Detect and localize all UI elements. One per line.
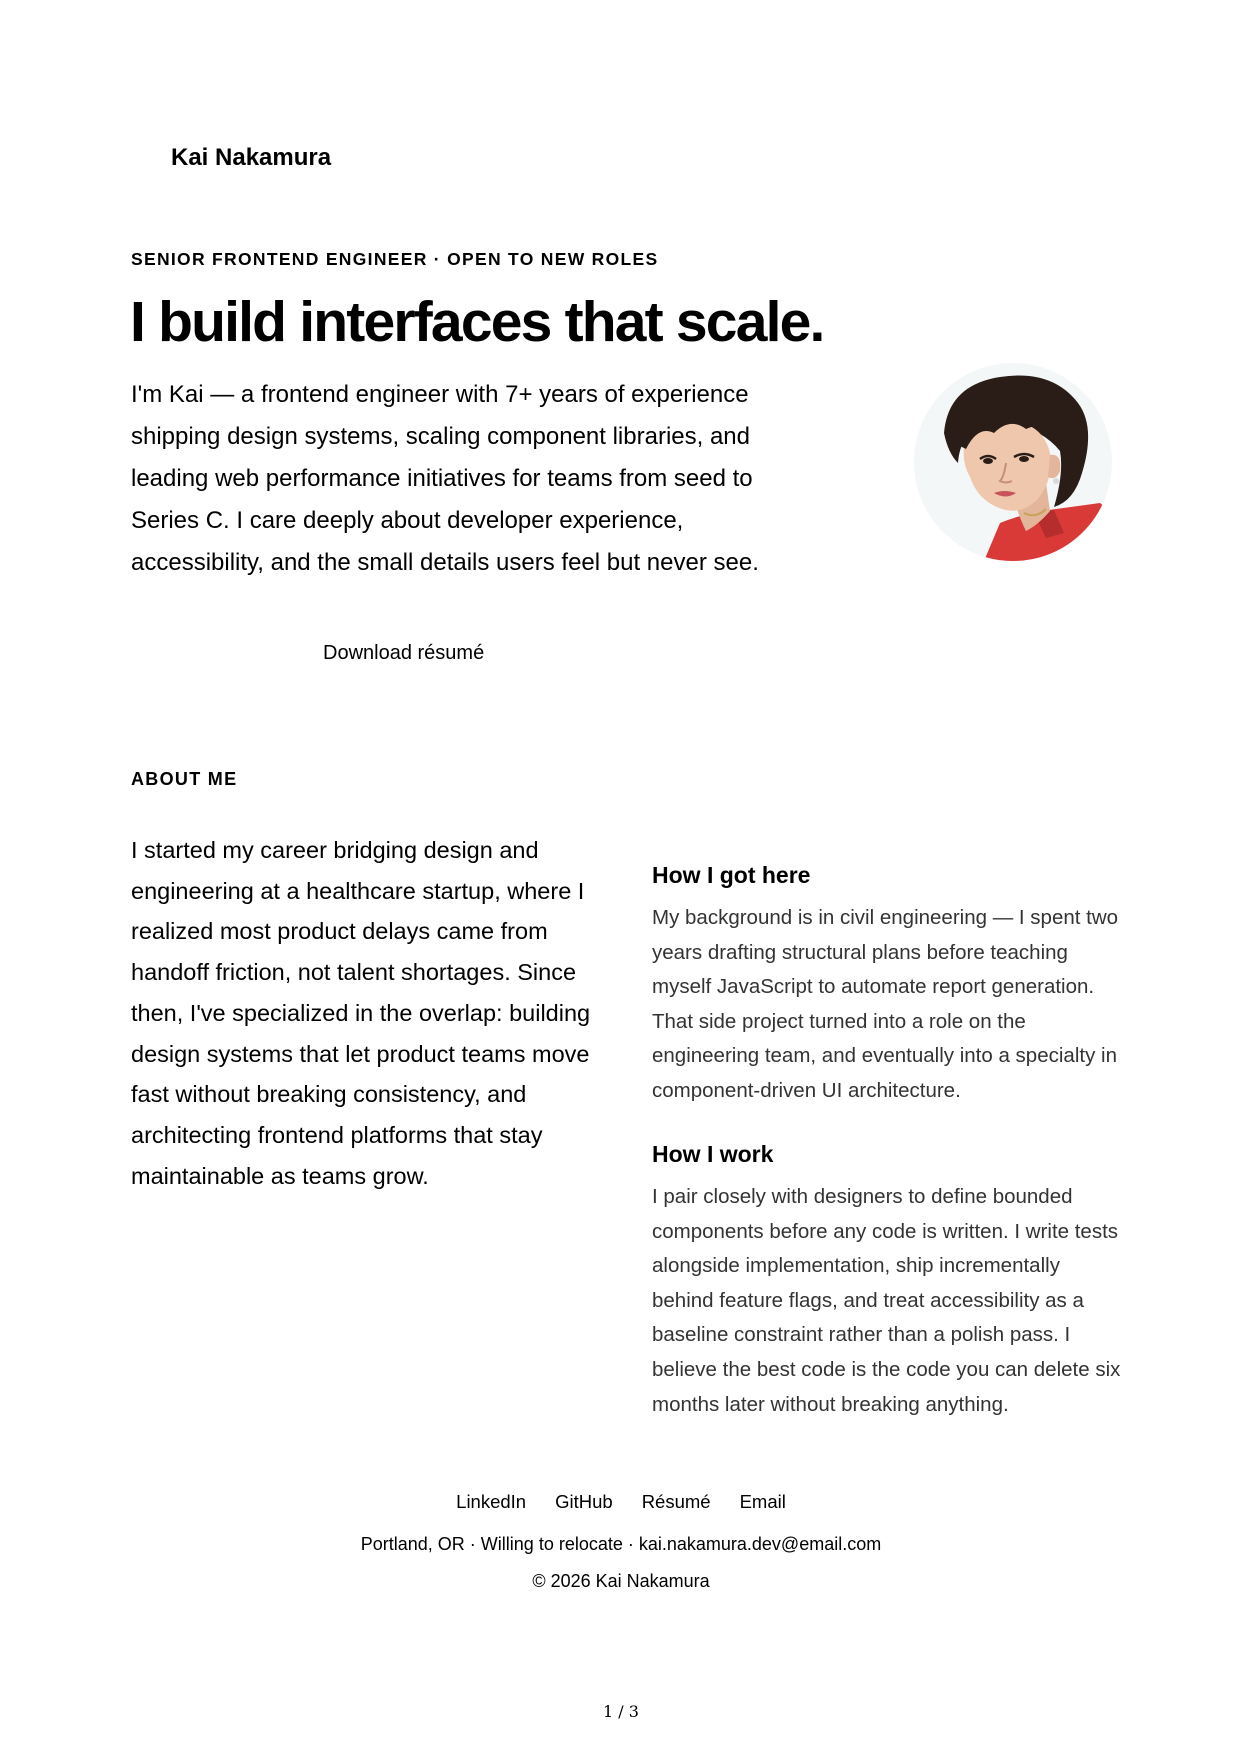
download-resume-link[interactable]: Download résumé [323, 642, 485, 664]
about-heading: ABOUT ME [131, 769, 238, 789]
footer-links [0, 1493, 1242, 1512]
footer-copyright: © 2026 Kai Nakamura [532, 1571, 710, 1591]
footer-contact-info: Portland, OR · Willing to relocate · kai.nakamura.dev@email.com [360, 1534, 882, 1554]
footer-link-linkedin[interactable]: LinkedIn [456, 1491, 527, 1512]
how-i-work-text: I pair closely with designers to define bounded components before any code is written. I write tests alongside implementation, ship incrementally behind feature flags, and treat accessibility as a baseline constraint rather than a polish pass. I believe the best code is the code you can delete six months later without breaking anything. [652, 1185, 1121, 1416]
hero-intro: I'm Kai — a frontend engineer with 7+ years of experience shipping design systems, scaling component libraries, and leading web performance initiatives for teams from seed to Series C. I care deeply about developer experience, accessibility, and the small details users feel but never see. [131, 381, 759, 576]
avatar [914, 363, 1112, 561]
avatar-portrait-image [914, 363, 1112, 561]
about-body: I started my career bridging design and engineering at a healthcare startup, where I realized most product delays came from handoff friction, not talent shortages. Since then, I've specialized in the overlap: building design systems that let product teams move fast without breaking consistency, and architecting frontend platforms that stay maintainable as teams grow. [131, 837, 591, 1189]
footer-link-email[interactable]: Email [739, 1491, 786, 1512]
footer-link-github[interactable]: GitHub [555, 1491, 613, 1512]
how-i-got-here-heading: How I got here [652, 862, 811, 888]
page-indicator: 1 / 3 [603, 1702, 639, 1721]
how-i-work-heading: How I work [652, 1141, 774, 1167]
how-i-got-here-text: My background is in civil engineering — I spent two years drafting structural plans before teaching myself JavaScript to automate report generation. That side project turned into a role on the engineering team, and eventually into a specialty in component-driven UI architecture. [652, 906, 1119, 1102]
hero-title: I build interfaces that scale. [130, 290, 824, 354]
site-brand[interactable]: Kai Nakamura [171, 144, 332, 171]
hero-eyebrow: SENIOR FRONTEND ENGINEER · OPEN TO NEW ROLES [131, 249, 659, 269]
footer-link-resume[interactable]: Résumé [641, 1491, 711, 1512]
